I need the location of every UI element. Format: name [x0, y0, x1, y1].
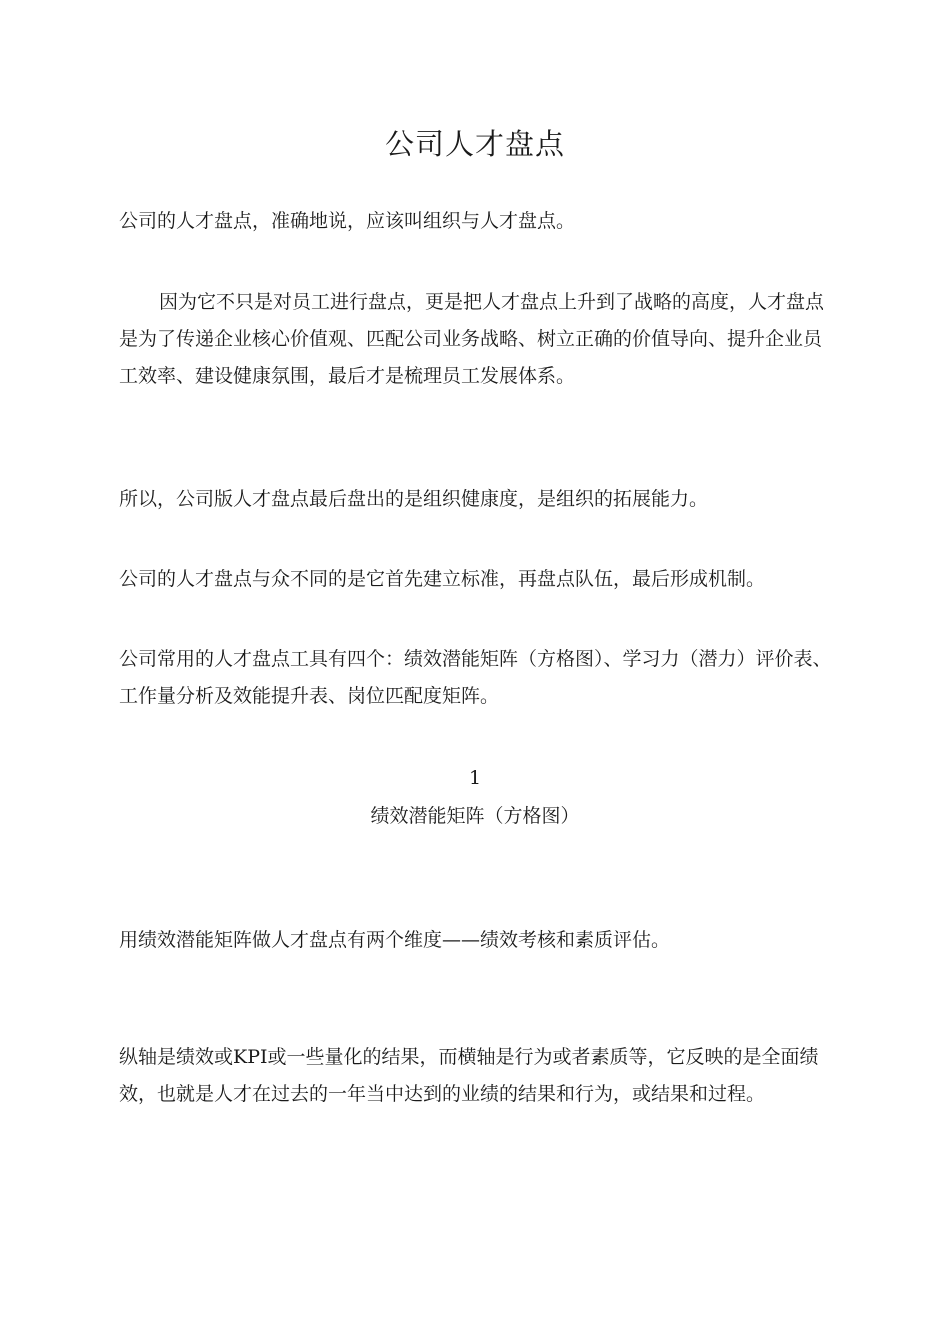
document-title: 公司人才盘点: [384, 127, 565, 161]
section-heading: 绩效潜能矩阵（方格图）: [370, 805, 580, 827]
paragraph: 公司常用的人才盘点工具有四个：绩效潜能矩阵（方格图）、学习力（潜力）评价表、工作量分析及效能提升表、岗位匹配度矩阵。: [119, 648, 832, 707]
paragraph: 因为它不只是对员工进行盘点，更是把人才盘点上升到了战略的高度，人才盘点是为了传递企业核心价值观、匹配公司业务战略、树立正确的价值导向、提升企业员工效率、建设健康氛围，最后才是梳理员工发展体系。: [119, 291, 825, 387]
paragraph: 纵轴是绩效或KPI或一些量化的结果，而横轴是行为或者素质等，它反映的是全面绩效，也就是人才在过去的一年当中达到的业绩的结果和行为，或结果和过程。: [119, 1046, 819, 1105]
section-number: 1: [468, 767, 482, 789]
paragraph: 公司的人才盘点，准确地说，应该叫组织与人才盘点。: [119, 210, 576, 232]
paragraph: 所以，公司版人才盘点最后盘出的是组织健康度，是组织的拓展能力。: [119, 488, 709, 510]
paragraph: 公司的人才盘点与众不同的是它首先建立标准，再盘点队伍，最后形成机制。: [119, 568, 766, 590]
paragraph: 用绩效潜能矩阵做人才盘点有两个维度——绩效考核和素质评估。: [119, 929, 671, 951]
